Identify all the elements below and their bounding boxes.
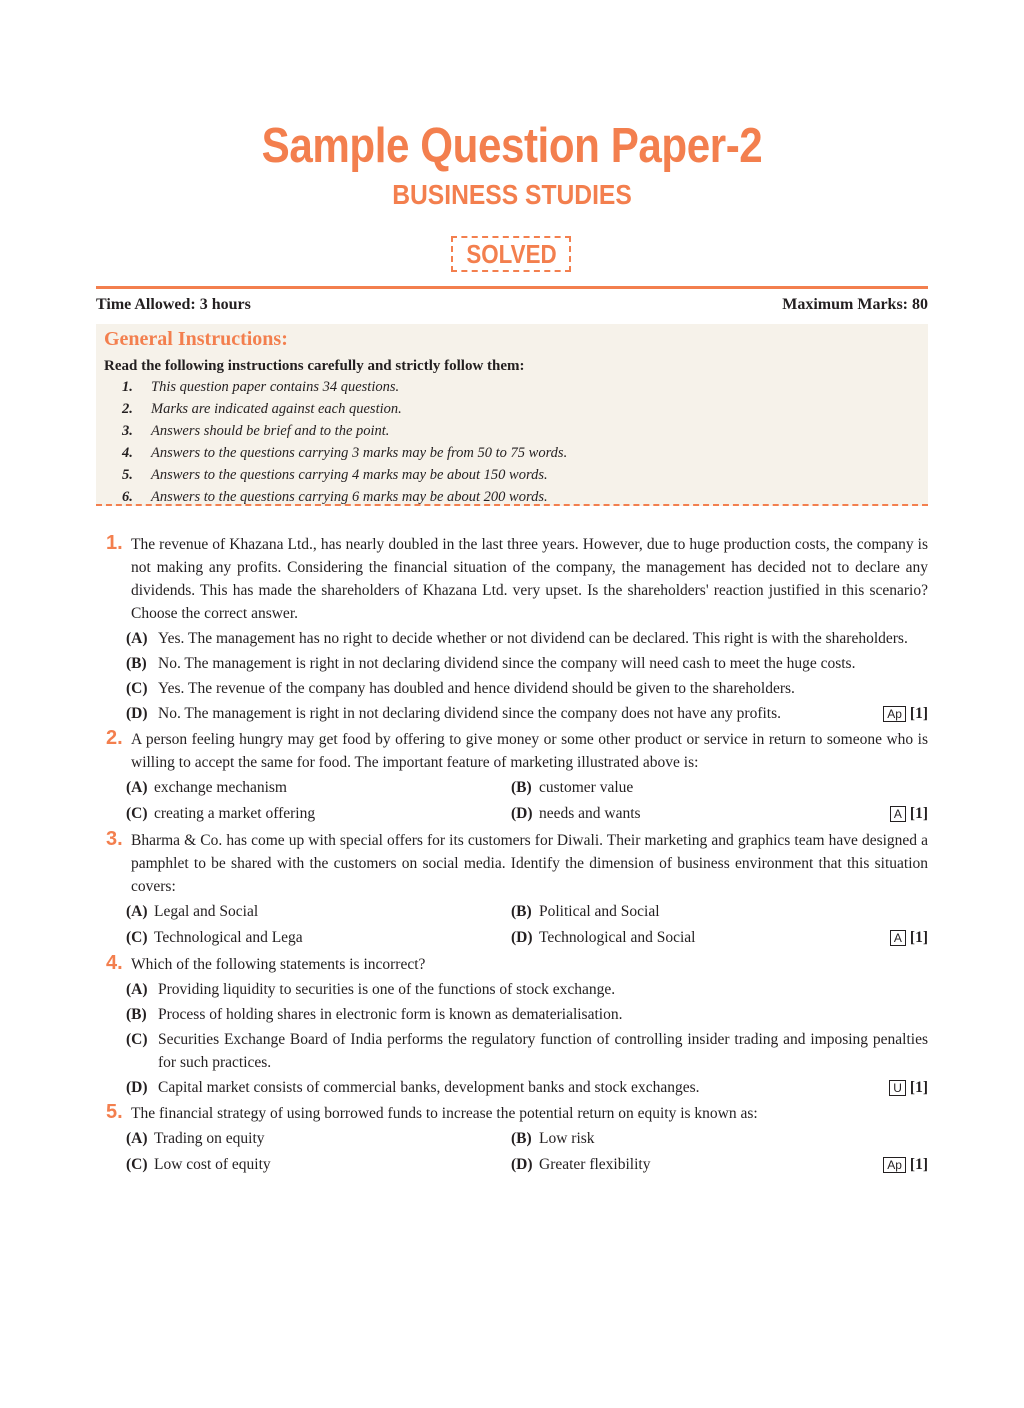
- option-label: (B): [511, 1130, 532, 1147]
- option-a: [126, 776, 511, 799]
- question-marks: [875, 1153, 928, 1176]
- option-text: Trading on equity: [154, 1130, 265, 1147]
- option-c: [126, 926, 511, 949]
- option-label: (A): [126, 903, 148, 920]
- option-text: No. The management is right in not declaring dividend since the company does not have any profits.: [158, 705, 782, 722]
- instruction-text: Answers should be brief and to the point.: [151, 423, 390, 439]
- question-stem: The revenue of Khazana Ltd., has nearly doubled in the last three years. However, due to huge production costs, the company is not making any profits. Considering the financial situation of the company, the management has decided not to declare any dividends. This has made the shareholders of Khazana Ltd. very upset. Is the shareholders' reaction justified in this scenario? Choose the correct answer.: [131, 536, 928, 622]
- option-label: (B): [511, 779, 532, 796]
- instruction-number: 3.: [122, 423, 133, 439]
- option-label: (B): [511, 903, 532, 920]
- instruction-item: [122, 376, 912, 398]
- option-a: [126, 627, 928, 650]
- option-label: (D): [511, 805, 533, 822]
- option-text: No. The management is right in not declaring dividend since the company will need cash to meet the huge costs.: [158, 655, 856, 672]
- question-stem: A person feeling hungry may get food by offering to give money or some other product or service in return to someone who is willing to accept the same for food. The important feature of marketing illustrated above is:: [131, 731, 928, 771]
- instruction-text: Marks are indicated against each question.: [151, 401, 402, 417]
- instruction-item: [122, 420, 912, 442]
- instruction-number: 4.: [122, 445, 133, 461]
- option-label: (D): [511, 929, 533, 946]
- question-marks: [882, 926, 928, 949]
- option-label: (A): [126, 779, 148, 796]
- option-d: [511, 1153, 928, 1176]
- option-label: (D): [126, 1079, 148, 1096]
- question-number: 1.: [106, 532, 123, 554]
- option-text: exchange mechanism: [154, 779, 287, 796]
- general-instructions: [96, 324, 928, 506]
- option-text: Capital market consists of commercial banks, development banks and stock exchanges.: [158, 1079, 700, 1096]
- instruction-number: 1.: [122, 379, 133, 395]
- option-d: [126, 1076, 928, 1099]
- option-c: [126, 802, 511, 825]
- option-label: (C): [126, 680, 148, 697]
- question-number: 2.: [106, 727, 123, 749]
- options-grid: [126, 1127, 928, 1176]
- maximum-marks: Maximum Marks: 80: [782, 296, 928, 313]
- option-text: Political and Social: [539, 903, 660, 920]
- instruction-item: [122, 464, 912, 486]
- question-1: [96, 532, 928, 725]
- question-3: [96, 828, 928, 949]
- option-label: (A): [126, 1130, 148, 1147]
- marks-label: [1]: [909, 1156, 928, 1173]
- option-b: [511, 1127, 928, 1150]
- question-stem: Bharma & Co. has come up with special offers for its customers for Diwali. Their marketing and graphics team have designed a pamphlet to be shared with the customers on social media. Identify the dimension of business environment that this situation covers:: [131, 832, 928, 895]
- question-stem: Which of the following statements is incorrect?: [131, 956, 426, 973]
- solved-stamp: [451, 236, 571, 272]
- option-text: Legal and Social: [154, 903, 259, 920]
- paper-title: Sample Question Paper-2: [261, 119, 763, 173]
- option-b: [511, 900, 928, 923]
- option-text: Yes. The revenue of the company has doubled and hence dividend should be given to the shareholders.: [158, 680, 795, 697]
- cognitive-tag: A: [890, 930, 906, 946]
- marks-label: [1]: [909, 705, 928, 722]
- option-b: [126, 1003, 928, 1026]
- option-label: (C): [126, 929, 148, 946]
- instruction-number: 2.: [122, 401, 133, 417]
- question-number: 3.: [106, 828, 123, 850]
- option-text: customer value: [539, 779, 634, 796]
- option-label: (C): [126, 1031, 148, 1048]
- option-d: [511, 926, 928, 949]
- time-allowed: Time Allowed: 3 hours: [96, 296, 251, 313]
- option-label: (B): [126, 1006, 147, 1023]
- options-list: [126, 627, 928, 725]
- question-number: 5.: [106, 1101, 123, 1123]
- marks-label: [1]: [909, 1079, 928, 1096]
- cognitive-tag: A: [890, 806, 906, 822]
- option-label: (D): [511, 1156, 533, 1173]
- instruction-number: 6.: [122, 489, 133, 505]
- option-text: Technological and Lega: [154, 929, 303, 946]
- paper-meta: [96, 296, 928, 318]
- question-number: 4.: [106, 952, 123, 974]
- option-c: [126, 1153, 511, 1176]
- option-label: (C): [126, 1156, 148, 1173]
- instructions-lead: Read the following instructions carefully and strictly follow them:: [104, 358, 525, 374]
- instruction-item: [122, 486, 912, 508]
- option-label: (B): [126, 655, 147, 672]
- header-divider: [96, 286, 928, 289]
- question-stem: The financial strategy of using borrowed funds to increase the potential return on equity is known as:: [131, 1105, 758, 1122]
- option-label: (D): [126, 705, 148, 722]
- question-4: [96, 952, 928, 1099]
- marks-label: [1]: [909, 805, 928, 822]
- option-text: Yes. The management has no right to decide whether or not dividend can be declared. This right is with the shareholders.: [158, 630, 908, 647]
- option-text: Providing liquidity to securities is one of the functions of stock exchange.: [158, 981, 616, 998]
- option-text: needs and wants: [539, 805, 641, 822]
- marks-label: [1]: [909, 929, 928, 946]
- instruction-text: Answers to the questions carrying 6 marks may be about 200 words.: [151, 489, 548, 505]
- option-text: Low cost of equity: [154, 1156, 271, 1173]
- instructions-heading: General Instructions:: [104, 328, 288, 350]
- cognitive-tag: Ap: [883, 1157, 906, 1173]
- instruction-text: This question paper contains 34 questions.: [151, 379, 400, 395]
- cognitive-tag: Ap: [883, 706, 906, 722]
- option-text: Low risk: [539, 1130, 595, 1147]
- option-c: [126, 677, 928, 700]
- option-text: Technological and Social: [539, 929, 696, 946]
- option-c: [126, 1028, 928, 1074]
- question-paper-page: [96, 0, 928, 1408]
- options-list: [126, 978, 928, 1099]
- question-5: [96, 1101, 928, 1176]
- option-text: Securities Exchange Board of India performs the regulatory function of controlling insider trading and imposing penalties for such practices.: [158, 1031, 928, 1071]
- option-text: creating a market offering: [154, 805, 316, 822]
- option-label: (C): [126, 805, 148, 822]
- option-a: [126, 978, 928, 1001]
- questions-section: [96, 532, 928, 1176]
- option-a: [126, 900, 511, 923]
- option-b: [126, 652, 928, 675]
- cognitive-tag: U: [889, 1080, 906, 1096]
- option-d: [511, 802, 928, 825]
- instruction-number: 5.: [122, 467, 133, 483]
- question-marks: [881, 1076, 928, 1099]
- option-label: (A): [126, 630, 148, 647]
- options-grid: [126, 776, 928, 825]
- question-marks: [882, 802, 928, 825]
- instructions-list: [122, 376, 912, 508]
- options-grid: [126, 900, 928, 949]
- instruction-item: [122, 442, 912, 464]
- option-b: [511, 776, 928, 799]
- option-a: [126, 1127, 511, 1150]
- option-label: (A): [126, 981, 148, 998]
- question-marks: [875, 702, 928, 725]
- instruction-text: Answers to the questions carrying 4 marks may be about 150 words.: [151, 467, 548, 483]
- solved-label: SOLVED: [465, 238, 557, 269]
- subject-title: BUSINESS STUDIES: [392, 179, 632, 210]
- option-text: Greater flexibility: [539, 1156, 651, 1173]
- option-text: Process of holding shares in electronic form is known as dematerialisation.: [158, 1006, 623, 1023]
- instruction-item: [122, 398, 912, 420]
- instruction-text: Answers to the questions carrying 3 marks may be from 50 to 75 words.: [151, 445, 568, 461]
- question-2: [96, 727, 928, 825]
- option-d: [126, 702, 928, 725]
